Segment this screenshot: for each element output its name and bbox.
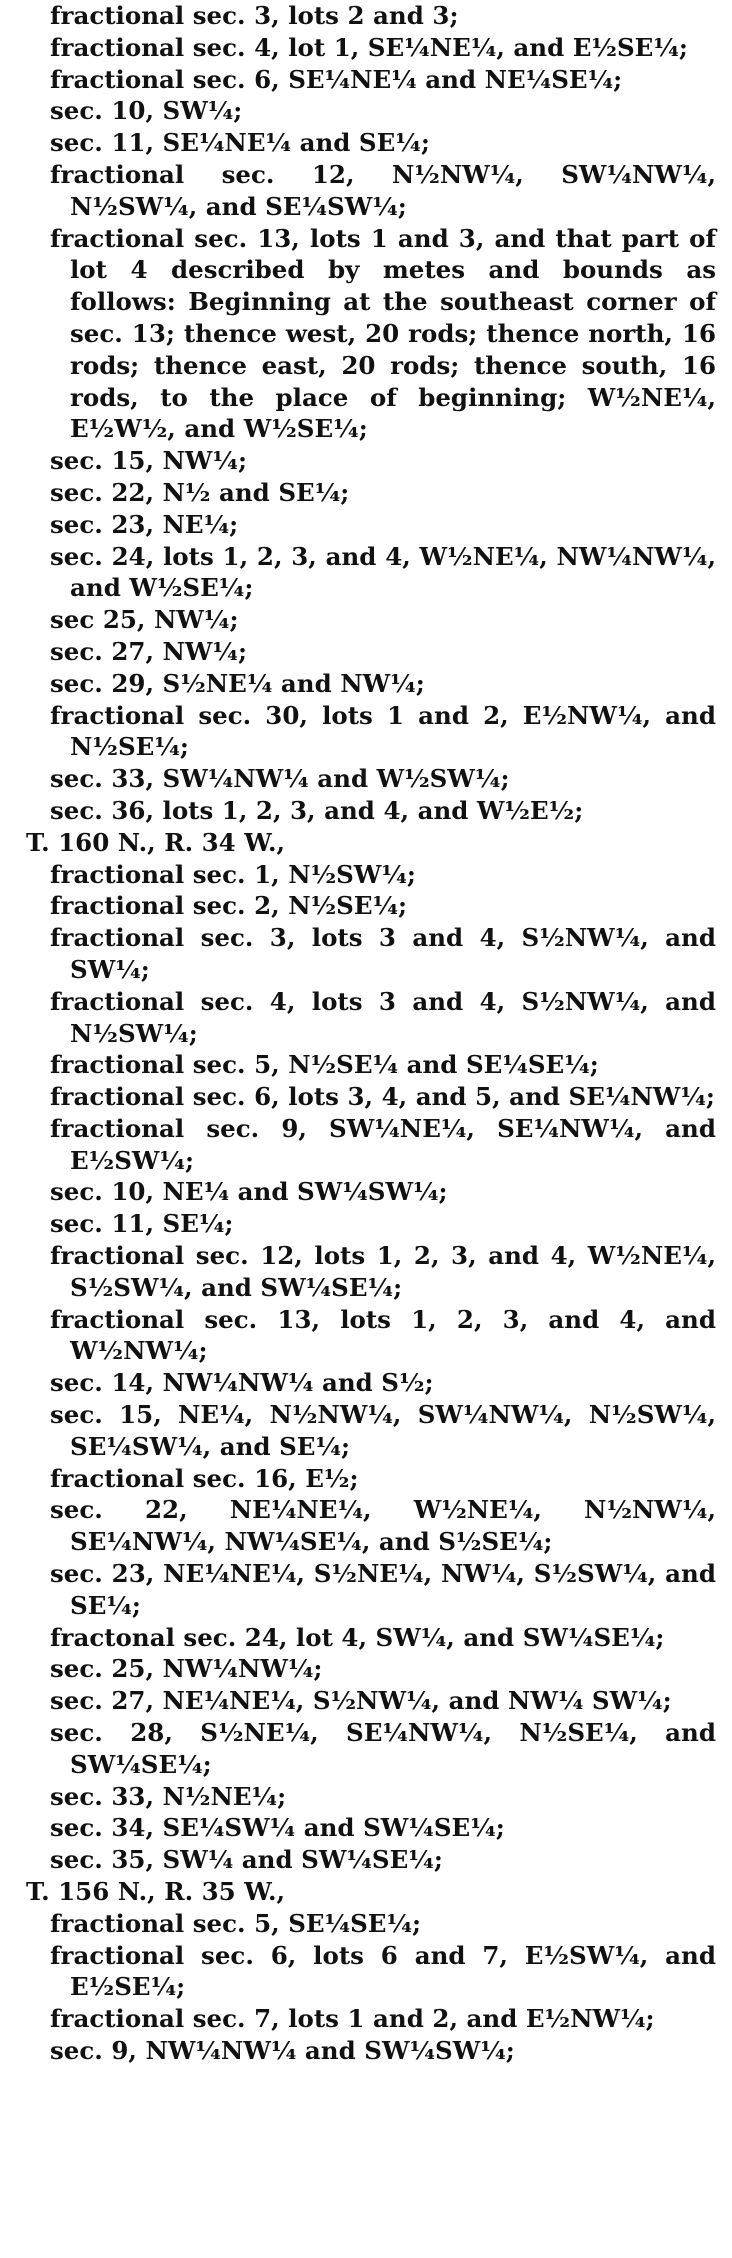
tract-entry: fractional sec. 3, lots 2 and 3; bbox=[50, 1, 459, 30]
tract-entry: fractional sec. 7, lots 1 and 2, and E½NW¼; bbox=[50, 2004, 655, 2034]
tract-entry: sec. 22, NE¼NE¼, W½NE¼, N½NW¼, SE¼NW¼, NW¼SE¼, and S½SE¼; bbox=[50, 1495, 716, 1557]
tract-entry: sec. 10, NE¼ and SW¼SW¼; bbox=[50, 1177, 448, 1207]
tract-entry: sec. 10, SW¼; bbox=[50, 96, 243, 126]
township-heading: T. 160 N., R. 34 W., bbox=[26, 827, 286, 857]
tract-entry: fractional sec. 12, N½NW¼, SW¼NW¼, N½SW¼, and SE¼SW¼; bbox=[50, 159, 716, 221]
tract-entry: sec. 14, NW¼NW¼ and S½; bbox=[50, 1368, 434, 1398]
tract-entry: sec. 29, S½NE¼ and NW¼; bbox=[50, 668, 425, 698]
tract-entry: fractional sec. 16, E½; bbox=[50, 1463, 359, 1493]
tract-entry: sec. 11, SE¼NE¼ and SE¼; bbox=[50, 128, 430, 158]
tract-entry: sec 25, NW¼; bbox=[50, 605, 239, 635]
tract-entry: fractional sec. 5, N½SE¼ and SE¼SE¼; bbox=[50, 1050, 599, 1080]
tract-entry: fractional sec. 2, N½SE¼; bbox=[50, 891, 408, 921]
tract-entry: fractional sec. 1, N½SW¼; bbox=[50, 859, 416, 889]
tract-entry: fractional sec. 30, lots 1 and 2, E½NW¼, and N½SE¼; bbox=[50, 700, 716, 762]
tract-entry: sec. 24, lots 1, 2, 3, and 4, W½NE¼, NW¼NW¼, and W½SE¼; bbox=[50, 541, 716, 603]
tract-entry: sec. 33, N½NE¼; bbox=[50, 1781, 287, 1811]
tract-entry: sec. 35, SW¼ and SW¼SE¼; bbox=[50, 1845, 443, 1875]
tract-entry: sec. 22, N½ and SE¼; bbox=[50, 477, 350, 507]
tract-entry: fractional sec. 6, lots 6 and 7, E½SW¼, and E½SE¼; bbox=[50, 1940, 716, 2002]
tract-entry: sec. 27, NW¼; bbox=[50, 636, 248, 666]
tract-entry: sec. 23, NE¼; bbox=[50, 509, 239, 539]
tract-entry: sec. 25, NW¼NW¼; bbox=[50, 1654, 323, 1684]
tract-entry: sec. 9, NW¼NW¼ and SW¼SW¼; bbox=[50, 2036, 515, 2065]
tract-entry: fractional sec. 13, lots 1, 2, 3, and 4, and W½NW¼; bbox=[50, 1304, 716, 1366]
township-heading: T. 156 N., R. 35 W., bbox=[26, 1877, 286, 1907]
tract-entry: sec. 15, NE¼, N½NW¼, SW¼NW¼, N½SW¼, SE¼SW¼, and SE¼; bbox=[50, 1400, 716, 1461]
tract-entry: fractional sec. 4, lots 3 and 4, S½NW¼, and N½SW¼; bbox=[50, 986, 716, 1048]
tract-entry: sec. 33, SW¼NW¼ and W½SW¼; bbox=[50, 764, 510, 794]
tract-entry: sec. 23, NE¼NE¼, S½NE¼, NW¼, S½SW¼, and SE¼; bbox=[50, 1559, 716, 1620]
tract-entry: sec. 11, SE¼; bbox=[50, 1209, 234, 1239]
tract-entry: sec. 27, NE¼NE¼, S½NW¼, and NW¼ SW¼; bbox=[50, 1686, 672, 1716]
tract-entry: sec. 34, SE¼SW¼ and SW¼SE¼; bbox=[50, 1813, 505, 1843]
tract-entry: fractional sec. 6, SE¼NE¼ and NE¼SE¼; bbox=[50, 64, 623, 94]
tract-entry: fractional sec. 4, lot 1, SE¼NE¼, and E½SE¼; bbox=[50, 32, 688, 62]
tract-entry: fractional sec. 9, SW¼NE¼, SE¼NW¼, and E½SW¼; bbox=[50, 1113, 716, 1175]
tract-entry: sec. 28, S½NE¼, SE¼NW¼, N½SE¼, and SW¼SE¼; bbox=[50, 1718, 716, 1779]
tract-entry: sec. 15, NW¼; bbox=[50, 446, 248, 476]
tract-entry: fractional sec. 12, lots 1, 2, 3, and 4, W½NE¼, S½SW¼, and SW¼SE¼; bbox=[50, 1241, 716, 1302]
tract-entry: fractonal sec. 24, lot 4, SW¼, and SW¼SE¼; bbox=[50, 1622, 665, 1652]
tract-entry: fractional sec. 3, lots 3 and 4, S½NW¼, and SW¼; bbox=[50, 923, 716, 984]
tract-entry: fractional sec. 5, SE¼SE¼; bbox=[50, 1908, 422, 1938]
legal-description-page bbox=[26, 0, 716, 2067]
tract-entry: sec. 36, lots 1, 2, 3, and 4, and W½E½; bbox=[50, 795, 584, 825]
tract-entry: fractional sec. 6, lots 3, 4, and 5, and SE¼NW¼; bbox=[50, 1082, 715, 1112]
tract-entry: fractional sec. 13, lots 1 and 3, and that part of lot 4 described by metes and bounds as follows: Beginning at the southeast corner of sec. 13; thence west, 20 rods; thence north, 16 rods; thence east, 20 rods; thence south, 16 rods, to the place of beginning; W½NE¼, E½W½, and W½SE¼; bbox=[50, 223, 716, 444]
